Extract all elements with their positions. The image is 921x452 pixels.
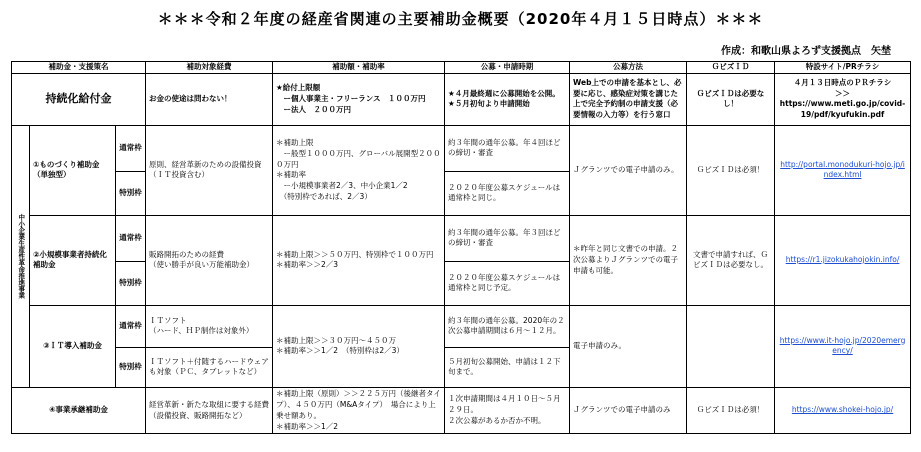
it-expense-special: ＩＴソフト＋付随するハードウェアも対象（ＰＣ、タブレットなど） xyxy=(146,347,273,387)
monozukuri-amount: ＊補助上限 ー般型１０００万円、グローバル展開型２０００万円 ＊補助率 ー小規模事業者2／3、中小企業1／2 （特別枠であれば、2／3） xyxy=(273,125,445,215)
it-method: 電子申請のみ。 xyxy=(570,305,687,387)
it-expense-normal: ＩＴソフト （ハード、ＨＰ制作は対象外） xyxy=(146,305,273,347)
shokei-method: Ｊグランツでの電子申請のみ xyxy=(570,387,687,434)
row-shokei xyxy=(12,387,911,434)
it-amount: ＊補助上限＞＞３０万円～４５０万 ＊補助率＞＞1／2 （特別枠は2／3） xyxy=(273,305,445,387)
row-monozukuri-normal xyxy=(12,125,911,171)
jizoku-name: 持続化給付金 xyxy=(12,73,146,125)
it-site-link[interactable]: https://www.it-hojo.jp/2020emergency/ xyxy=(775,305,911,387)
jizokuka-timing-special: ２０２０年度公募スケジュールは通常枠と同じ予定。 xyxy=(445,261,570,305)
row-jizoku-kyufukin xyxy=(12,73,911,125)
monozukuri-timing-special: ２０２０年度公募スケジュールは通常枠と同じ。 xyxy=(445,171,570,215)
jizoku-amount: ★給付上限額 ー個人事業主・フリーランス １００万円 ー法人 ２００万円 xyxy=(273,73,445,125)
it-gbiz xyxy=(687,305,775,387)
page-title: ＊＊＊令和２年度の経産省関連の主要補助金概要（2020年４月１５日時点）＊＊＊ xyxy=(157,10,764,28)
it-special-label: 特別枠 xyxy=(116,347,146,387)
jizoku-gbiz: ＧビズＩＤは必要なし！ xyxy=(687,73,775,125)
jizokuka-amount: ＊補助上限＞＞５０万円、特別枠で１００万円 ＊補助率＞＞2／3 xyxy=(273,215,445,305)
header-method: 公募方法 xyxy=(570,62,687,74)
it-timing-normal: 約３年間の通年公募。2020年の２次公募申請期間は６月～１２月。 xyxy=(445,305,570,347)
group-label: 中小企業生産性革命推進事業 xyxy=(12,125,30,387)
shokei-gbiz: ＧビズＩＤは必須！ xyxy=(687,387,775,434)
jizokuka-site-link[interactable]: https://r1.jizokukahojokin.info/ xyxy=(775,215,911,305)
header-row xyxy=(12,62,911,74)
jizoku-timing: ★４月最終週に公募開始を公開。 ★５月初旬より申請開始 xyxy=(445,73,570,125)
author-line: 作成：和歌山県よろず支援拠点 矢埜 xyxy=(721,46,891,57)
subsidy-table xyxy=(11,61,911,434)
monozukuri-special-label: 特別枠 xyxy=(116,171,146,215)
row-jizokuka-normal xyxy=(12,215,911,261)
jizokuka-expense: 販路開拓のための経費 （使い勝手が良い万能補助金） xyxy=(146,215,273,305)
jizoku-method: Web上での申請を基本とし、必要に応じ、感染症対策を講じた上で完全予約制の申請支援（必要情報の入力等）を行う窓口 xyxy=(570,73,687,125)
jizoku-expense: お金の使途は問わない！ xyxy=(146,73,273,125)
header-amount: 補助額・補助率 xyxy=(273,62,445,74)
monozukuri-expense: 原則、経営革新のための設備投資 （ＩＴ投資含む） xyxy=(146,125,273,215)
row-it-normal xyxy=(12,305,911,347)
jizokuka-normal-label: 通常枠 xyxy=(116,215,146,261)
monozukuri-method: Ｊグランツでの電子申請のみ。 xyxy=(570,125,687,215)
jizokuka-timing-normal: 約３年間の通年公募。年３回ほどの締切・審査 xyxy=(445,215,570,261)
shokei-site-link[interactable]: https://www.shokei-hojo.jp/ xyxy=(775,387,911,434)
header-timing: 公募・申請時期 xyxy=(445,62,570,74)
it-normal-label: 通常枠 xyxy=(116,305,146,347)
jizokuka-name: ②小規模事業者持続化補助金 xyxy=(30,215,116,305)
monozukuri-name: ①ものづくり補助金（単独型） xyxy=(30,125,116,215)
monozukuri-site-link[interactable]: http://portal.monodukuri-hojo.jp/index.html xyxy=(775,125,911,215)
header-gbiz: ＧビズＩＤ xyxy=(687,62,775,74)
jizokuka-gbiz: 文書で申請すれば、ＧビズＩＤは必要なし。 xyxy=(687,215,775,305)
monozukuri-normal-label: 通常枠 xyxy=(116,125,146,171)
header-name: 補助金・支援策名 xyxy=(12,62,146,74)
jizokuka-special-label: 特別枠 xyxy=(116,261,146,305)
monozukuri-timing-normal: 約３年間の通年公募。年４回ほどの締切・審査 xyxy=(445,125,570,171)
jizokuka-method: ＊昨年と同じ文書での申請。２次公募よりＪグランツでの電子申請も可能。 xyxy=(570,215,687,305)
header-expense: 補助対象経費 xyxy=(146,62,273,74)
it-name: ③ＩＴ導入補助金 xyxy=(30,305,116,387)
shokei-expense: 経営革新・新たな取組に要する経費 （設備投資、販路開拓など） xyxy=(146,387,273,434)
shokei-amount: ＊補助上限（原則）＞＞２２５万円（後継者タイプ）、４５０万円（M&Aタイプ） 場合により上乗せ額あり。 ＊補助率＞＞1／2 xyxy=(273,387,445,434)
jizoku-site[interactable]: ４月１３日時点のＰＲチラシ ＞＞ https://www.meti.go.jp/covid-19/pdf/kyufukin.pdf xyxy=(775,73,911,125)
shokei-timing: １次申請期間は４月１０日～５月２９日。 ２次公募があるか否か不明。 xyxy=(445,387,570,434)
shokei-name: ④事業承継補助金 xyxy=(12,387,146,434)
header-site: 特設サイト/PRチラシ xyxy=(775,62,911,74)
it-timing-special: ５月初旬公募開始、申請は１２下旬まで。 xyxy=(445,347,570,387)
monozukuri-gbiz: ＧビズＩＤは必須！ xyxy=(687,125,775,215)
